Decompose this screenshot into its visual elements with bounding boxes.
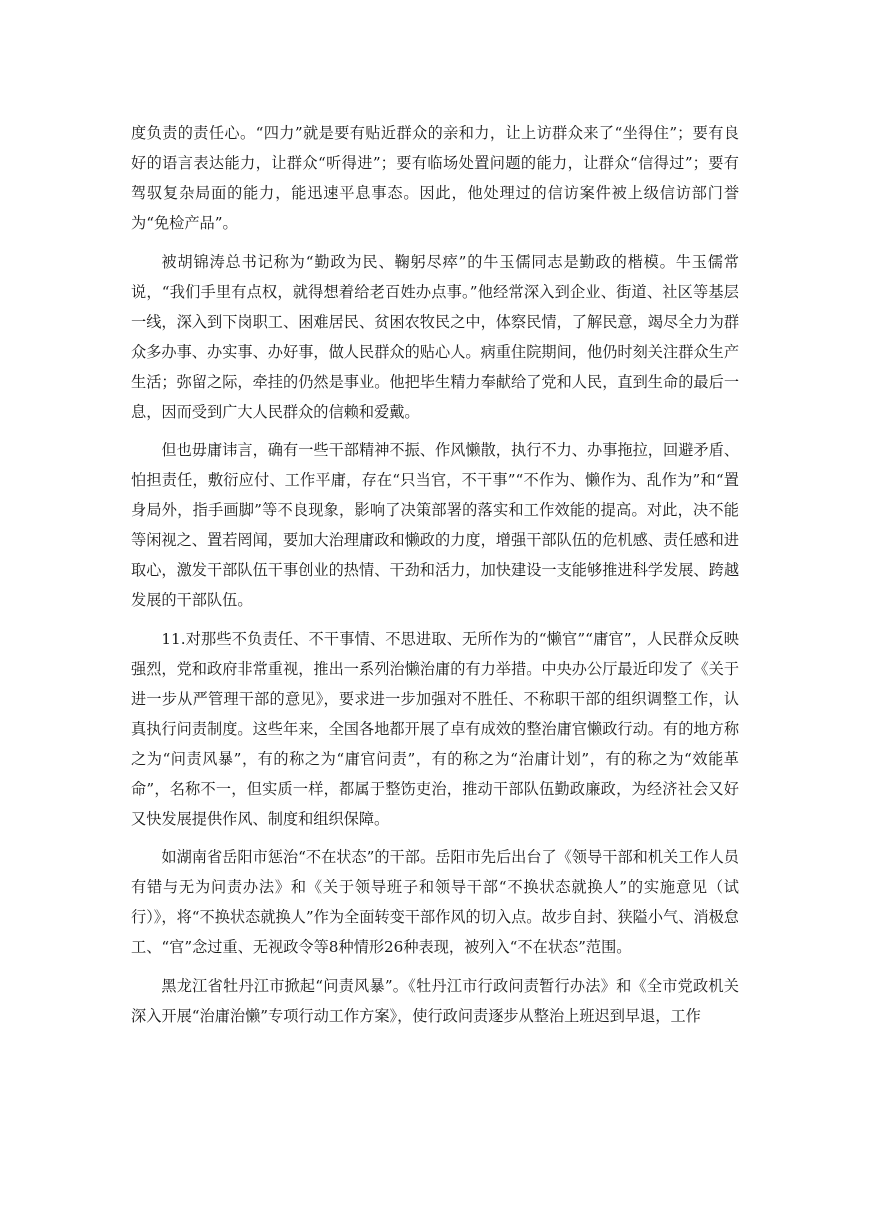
paragraph-yueyang: 如湖南省岳阳市惩治“不在状态”的干部。岳阳市先后出台了《领导干部和机关工作人员有错与无为问责办法》和《关于领导班子和领导干部“不换状态就换人”的实施意见（试行）》，将“不换状态就换人”作为全面转变干部作风的切入点。故步自封、狭隘小气、消极怠工、“官”念过重、无视政令等8种情形26种表现，被列入“不在状态”范围。 [131, 848, 739, 956]
paragraph-lazy-cadres: 但也毋庸讳言，确有一些干部精神不振、作风懒散，执行不力、办事拖拉，回避矛盾、怕担责任，敷衍应付、工作平庸，存在“只当官，不干事”“不作为、懒作为、乱作为”和“置身局外，指手画脚”等不良现象，影响了决策部署的落实和工作效能的提高。对此，决不能等闲视之、置若罔闻，要加大治理庸政和懒政的力度，增强干部队伍的危机感、责任感和进取心，激发干部队伍干事创业的热情、干劲和活力，加快建设一支能够推进科学发展、跨越发展的干部队伍。 [131, 441, 739, 609]
paragraph-mudanjiang: 黑龙江省牡丹江市掀起“问责风暴”。《牡丹江市行政问责暂行办法》和《全市党政机关深入开展“治庸治懒”专项行动工作方案》，使行政问责逐步从整治上班迟到早退，工作 [131, 976, 739, 1025]
paragraph-niu-yuru: 被胡锦涛总书记称为“勤政为民、鞠躬尽瘁”的牛玉儒同志是勤政的楷模。牛玉儒常说，“我们手里有点权，就得想着给老百姓办点事。”他经常深入到企业、街道、社区等基层一线，深入到下岗职工、困难居民、贫困农牧民之中，体察民情，了解民意，竭尽全力为群众多办事、办实事、办好事，做人民群众的贴心人。病重住院期间，他仍时刻关注群众生产生活；弥留之际，牵挂的仍然是事业。他把毕生精力奉献给了党和人民，直到生命的最后一息，因而受到广大人民群众的信赖和爱戴。 [131, 252, 739, 421]
paragraph-continued-responsibility: 度负责的责任心。“四力”就是要有贴近群众的亲和力，让上访群众来了“坐得住”；要有良好的语言表达能力，让群众“听得进”；要有临场处置问题的能力，让群众“信得过”；要有驾驭复杂局面的能力，能迅速平息事态。因此，他处理过的信访案件被上级信访部门誉为“免检产品”。 [131, 124, 739, 232]
document-body [131, 118, 739, 1039]
paragraph-item-11: 11.对那些不负责任、不干事情、不思进取、无所作为的“懒官”“庸官”，人民群众反映强烈，党和政府非常重视，推出一系列治懒治庸的有力举措。中央办公厅最近印发了《关于进一步从严管理干部的意见》，要求进一步加强对不胜任、不称职干部的组织调整工作，认真执行问责制度。这些年来，全国各地都开展了卓有成效的整治庸官懒政行动。有的地方称之为“问责风暴”，有的称之为“庸官问责”，有的称之为“治庸计划”，有的称之为“效能革命”，名称不一，但实质一样，都属于整饬吏治，推动干部队伍勤政廉政，为经济社会又好又快发展提供作风、制度和组织保障。 [131, 629, 739, 828]
